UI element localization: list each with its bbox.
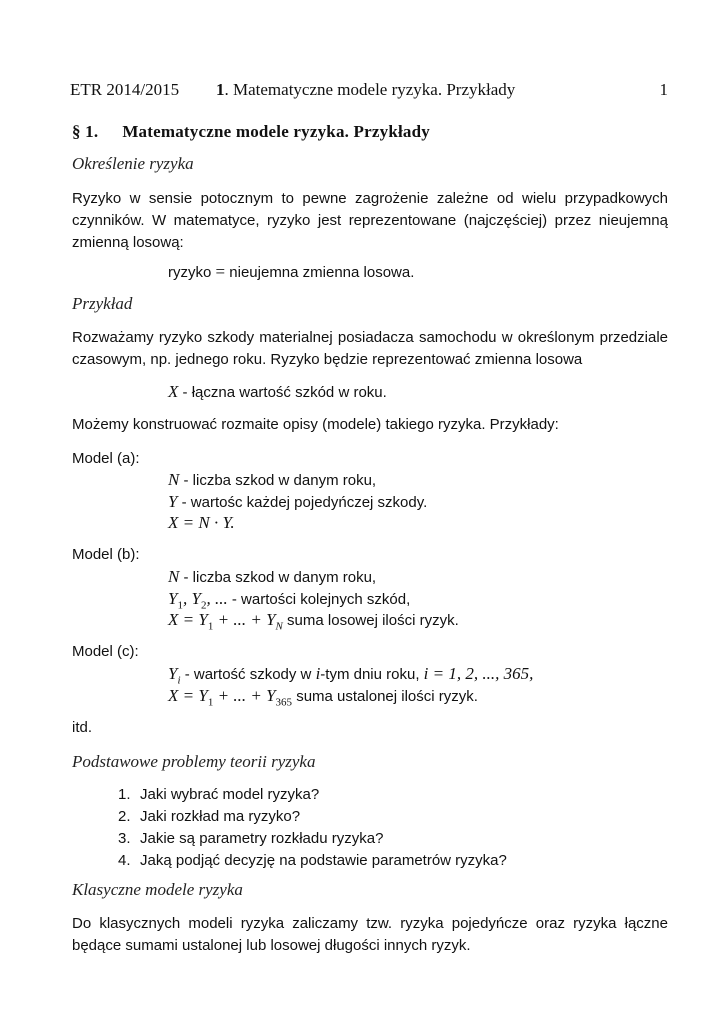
list-item: 3. Jakie są parametry rozkładu ryzyka? bbox=[118, 830, 384, 847]
n-description: - liczba szkod w danym roku, bbox=[179, 472, 377, 489]
model-b-y bbox=[168, 589, 410, 611]
model-c-sum: $X = Y_1$ + ... + $Y_{365}$ bbox=[168, 686, 293, 709]
model-c-label: Model (c): bbox=[72, 643, 139, 660]
model-b-n bbox=[168, 567, 376, 587]
model-b-formula bbox=[168, 610, 459, 632]
paragraph-line: zmienną losową: bbox=[72, 234, 184, 251]
yi-description-2: -tym dniu roku, bbox=[320, 666, 424, 683]
paragraph-line: Rozważamy ryzyko szkody materialnej posiadacza samochodu w określonym przedziale bbox=[72, 329, 668, 346]
model-b-sum: $X = Y_1$ + ... + $Y_N$ bbox=[168, 610, 283, 633]
list-item: 1. Jaki wybrać model ryzyka? bbox=[118, 786, 320, 803]
model-c-sum-description: suma ustalonej ilości ryzyk. bbox=[296, 688, 478, 705]
paragraph-line: czynników. W matematyce, ryzyko jest reprezentowane (najczęściej) przez nieujemną bbox=[72, 212, 668, 229]
section-title bbox=[72, 122, 430, 142]
yi-description: - wartość szkody w bbox=[180, 666, 316, 683]
random-variable-definition bbox=[168, 382, 387, 402]
chapter-title: . Matematyczne modele ryzyka. Przykłady bbox=[224, 80, 516, 99]
paragraph-line: czasowym, np. jednego roku. Ryzyko będzie reprezentować zmienna losowa bbox=[72, 351, 583, 368]
page-number: 1 bbox=[659, 80, 668, 99]
y-description: - wartości kolejnych szkód, bbox=[227, 591, 411, 608]
paragraph-line: Ryzyko w sensie potocznym to pewne zagrożenie zależne od wielu przypadkowych bbox=[72, 190, 668, 207]
definition-heading: Określenie ryzyka bbox=[72, 154, 194, 173]
list-item: 2. Jaki rozkład ma ryzyko? bbox=[118, 808, 301, 825]
formula-lhs: ryzyko bbox=[168, 264, 212, 281]
model-a-label: Model (a): bbox=[72, 450, 140, 467]
y-description: - wartośc każdej pojedyńczej szkody. bbox=[177, 494, 428, 511]
y-symbol: Y bbox=[168, 492, 178, 511]
example-heading: Przykład bbox=[72, 294, 133, 313]
model-c-yi bbox=[168, 664, 533, 686]
list-item: 4. Jaką podjąć decyzję na podstawie parametrów ryzyka? bbox=[118, 852, 507, 869]
model-a-formula bbox=[168, 513, 235, 533]
definition-paragraph bbox=[72, 188, 668, 254]
y-sequence: $Y_1$, $Y_2$, ... bbox=[168, 589, 228, 612]
x-description: - łączna wartość szkód w roku. bbox=[178, 384, 387, 401]
chapter-number: 1 bbox=[216, 80, 225, 99]
x-symbol: X bbox=[168, 382, 179, 401]
problems-heading: Podstawowe problemy teorii ryzyka bbox=[72, 752, 316, 771]
classic-paragraph bbox=[72, 913, 668, 957]
problems-list bbox=[118, 786, 507, 874]
etc-text: itd. bbox=[72, 719, 93, 736]
model-c-formula bbox=[168, 686, 478, 708]
classic-heading: Klasyczne modele ryzyka bbox=[72, 880, 243, 899]
i-range: i = 1, 2, ..., 365, bbox=[423, 664, 534, 683]
section-title-text: Matematyczne modele ryzyka. Przykłady bbox=[122, 122, 430, 141]
model-b-sum-description: suma losowej ilości ryzyk. bbox=[287, 612, 459, 629]
model-a-n bbox=[168, 470, 376, 490]
chapter-heading bbox=[216, 80, 515, 100]
paragraph-line: Do klasycznych modeli ryzyka zaliczamy tzw. ryzyka pojedyńcze oraz ryzyka łączne bbox=[72, 915, 668, 932]
definition-formula bbox=[168, 262, 414, 282]
example-paragraph bbox=[72, 327, 668, 371]
yi-symbol: $Y_i$ bbox=[168, 664, 181, 687]
model-b-label: Model (b): bbox=[72, 546, 140, 563]
n-description: - liczba szkod w danym roku, bbox=[179, 569, 377, 586]
paragraph-line: będące sumami ustalonej lub losowej długości innych ryzyk. bbox=[72, 937, 471, 954]
section-number: § 1. bbox=[72, 122, 99, 141]
n-symbol: N bbox=[168, 567, 180, 586]
formula-rhs: nieujemna zmienna losowa. bbox=[229, 264, 415, 281]
running-header bbox=[70, 80, 668, 104]
formula-equals: = bbox=[215, 262, 226, 281]
n-symbol: N bbox=[168, 470, 180, 489]
model-a-y bbox=[168, 492, 427, 512]
course-label: ETR 2014/2015 bbox=[70, 80, 180, 99]
models-intro: Możemy konstruować rozmaite opisy (modele) takiego ryzyka. Przykłady: bbox=[72, 416, 559, 433]
model-a-formula-text: X = N · Y. bbox=[168, 513, 235, 532]
i-symbol: i bbox=[315, 664, 321, 683]
